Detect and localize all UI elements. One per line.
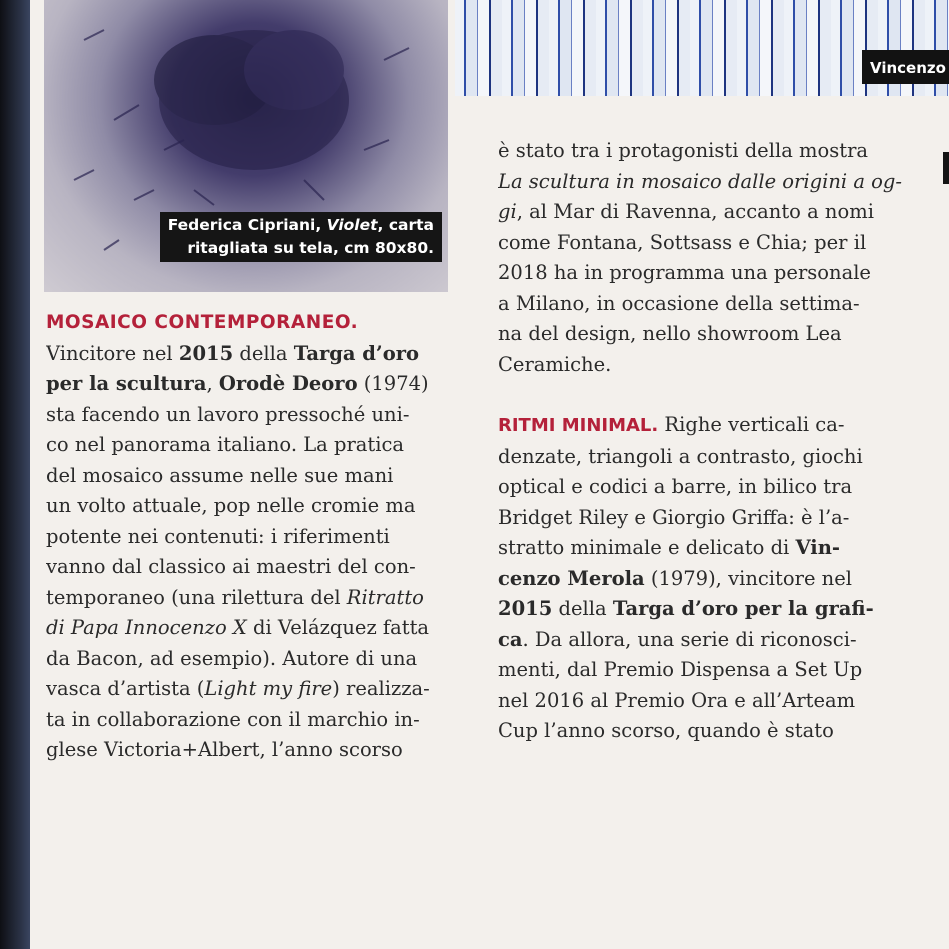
text-line — [498, 197, 938, 228]
text-span: ) realizza- — [332, 677, 430, 700]
text-line — [46, 339, 458, 370]
text-line — [46, 705, 458, 736]
text-span: temporaneo (una rilettura del — [46, 585, 347, 609]
text-span: sta facendo un lavoro pressoché uni- — [46, 402, 410, 426]
text-span: vanno dal classico ai maestri del con- — [46, 555, 416, 578]
text-span: Righe verticali ca- — [658, 413, 845, 436]
text-span: (1979), vincitore nel — [644, 566, 853, 590]
text-line — [46, 735, 458, 766]
text-span: vasca d’artista ( — [46, 677, 205, 700]
text-line — [46, 644, 458, 675]
bold-text: 2015 — [498, 597, 553, 620]
text-line — [46, 369, 458, 400]
italic-text: di Papa Innocenzo X — [46, 616, 247, 639]
bold-text: Orodè Deoro — [218, 372, 358, 395]
caption-text: Federica Cipriani, — [167, 216, 327, 234]
text-span: . Da allora, una serie di riconosci- — [522, 627, 857, 651]
text-span: di Velázquez fatta — [246, 616, 430, 639]
text-line — [498, 533, 938, 564]
text-line — [46, 491, 458, 522]
text-span: Ceramiche. — [498, 352, 612, 376]
text-line — [498, 350, 938, 381]
bold-text: ca — [498, 627, 523, 651]
artwork-photo — [44, 0, 448, 292]
bold-text: cenzo Merola — [498, 566, 645, 590]
bold-text: Targa d’oro — [293, 341, 420, 365]
text-span: nel 2016 al Premio Ora e all’Arteam — [498, 688, 856, 712]
text-line — [46, 613, 458, 644]
text-line — [498, 319, 938, 350]
text-line — [498, 410, 938, 442]
italic-text: gi — [498, 200, 517, 223]
caption-text: ritagliata su tela, cm 80x80. — [187, 239, 434, 257]
bold-text: per la scultura — [46, 372, 207, 395]
italic-text: La scultura in mosaico dalle origini a og- — [498, 169, 902, 193]
text-span: della — [552, 597, 613, 620]
text-line — [46, 674, 458, 705]
text-line — [498, 503, 938, 534]
text-span: da Bacon, ad esempio). Autore di una — [46, 646, 418, 670]
edge-mark — [943, 152, 949, 184]
photo-caption — [160, 212, 442, 262]
text-line — [498, 442, 938, 473]
bold-text: Targa d’oro per la grafi- — [612, 597, 874, 620]
text-span: della — [233, 341, 294, 365]
text-line — [498, 472, 938, 503]
text-span: optical e codici a barre, in bilico tra — [498, 475, 853, 498]
text-span: ta in collaborazione con il marchio in- — [46, 707, 420, 731]
text-span: glese Victoria+Albert, l’anno scorso — [46, 738, 403, 761]
article-continuation — [498, 136, 938, 380]
text-span: na del design, nello showroom Lea — [498, 322, 842, 345]
text-line — [498, 289, 938, 320]
text-line — [498, 716, 938, 747]
text-line — [46, 461, 458, 492]
italic-text: Ritratto — [346, 585, 424, 609]
text-span: denzate, triangoli a contrasto, giochi — [498, 444, 863, 468]
text-span: a Milano, in occasione della settima- — [498, 291, 860, 315]
text-line — [498, 228, 938, 259]
text-span: (1974) — [357, 372, 429, 395]
section-heading: MOSAICO CONTEMPORANEO. — [46, 312, 359, 333]
text-line — [46, 583, 458, 614]
bold-text: Vin- — [795, 536, 840, 559]
text-span: come Fontana, Sottsass e Chia; per il — [498, 230, 867, 254]
page-spine — [0, 0, 30, 949]
text-line — [498, 686, 938, 717]
article-body — [498, 410, 938, 747]
bold-text: 2015 — [178, 341, 234, 365]
caption-text: , carta — [377, 216, 434, 234]
text-span: del mosaico assume nelle sue mani — [46, 463, 394, 487]
text-line — [46, 400, 458, 431]
article-mosaico — [46, 308, 458, 766]
artwork-label: Vincenzo — [862, 50, 949, 84]
caption-title: Violet — [326, 216, 378, 234]
text-span: menti, dal Premio Dispensa a Set Up — [498, 658, 863, 681]
section-heading: RITMI MINIMAL. — [498, 415, 659, 436]
text-line — [46, 552, 458, 583]
article-body — [46, 339, 458, 766]
text-span: , — [206, 372, 219, 395]
text-span: co nel panorama italiano. La pratica — [46, 433, 405, 456]
text-line — [498, 655, 938, 686]
text-span: 2018 ha in programma una personale — [498, 261, 871, 284]
text-line — [498, 625, 938, 656]
text-line — [498, 136, 938, 167]
text-line — [46, 430, 458, 461]
text-span: Bridget Riley e Giorgio Griffa: è l’a- — [498, 505, 850, 529]
text-span: un volto attuale, pop nelle cromie ma — [46, 494, 416, 517]
text-line — [46, 522, 458, 553]
text-span: Cup l’anno scorso, quando è stato — [498, 719, 834, 742]
text-line — [498, 167, 938, 198]
article-ritmi — [498, 136, 938, 747]
text-span: potente nei contenuti: i riferimenti — [46, 524, 390, 548]
text-span: stratto minimale e delicato di — [498, 536, 796, 559]
italic-text: Light my fire — [204, 677, 333, 700]
text-span: Vincitore nel — [46, 341, 179, 365]
text-line — [498, 258, 938, 289]
text-span: è stato tra i protagonisti della mostra — [498, 139, 869, 162]
text-line — [498, 564, 938, 595]
text-line — [498, 594, 938, 625]
text-span: , al Mar di Ravenna, accanto a nomi — [516, 200, 874, 223]
